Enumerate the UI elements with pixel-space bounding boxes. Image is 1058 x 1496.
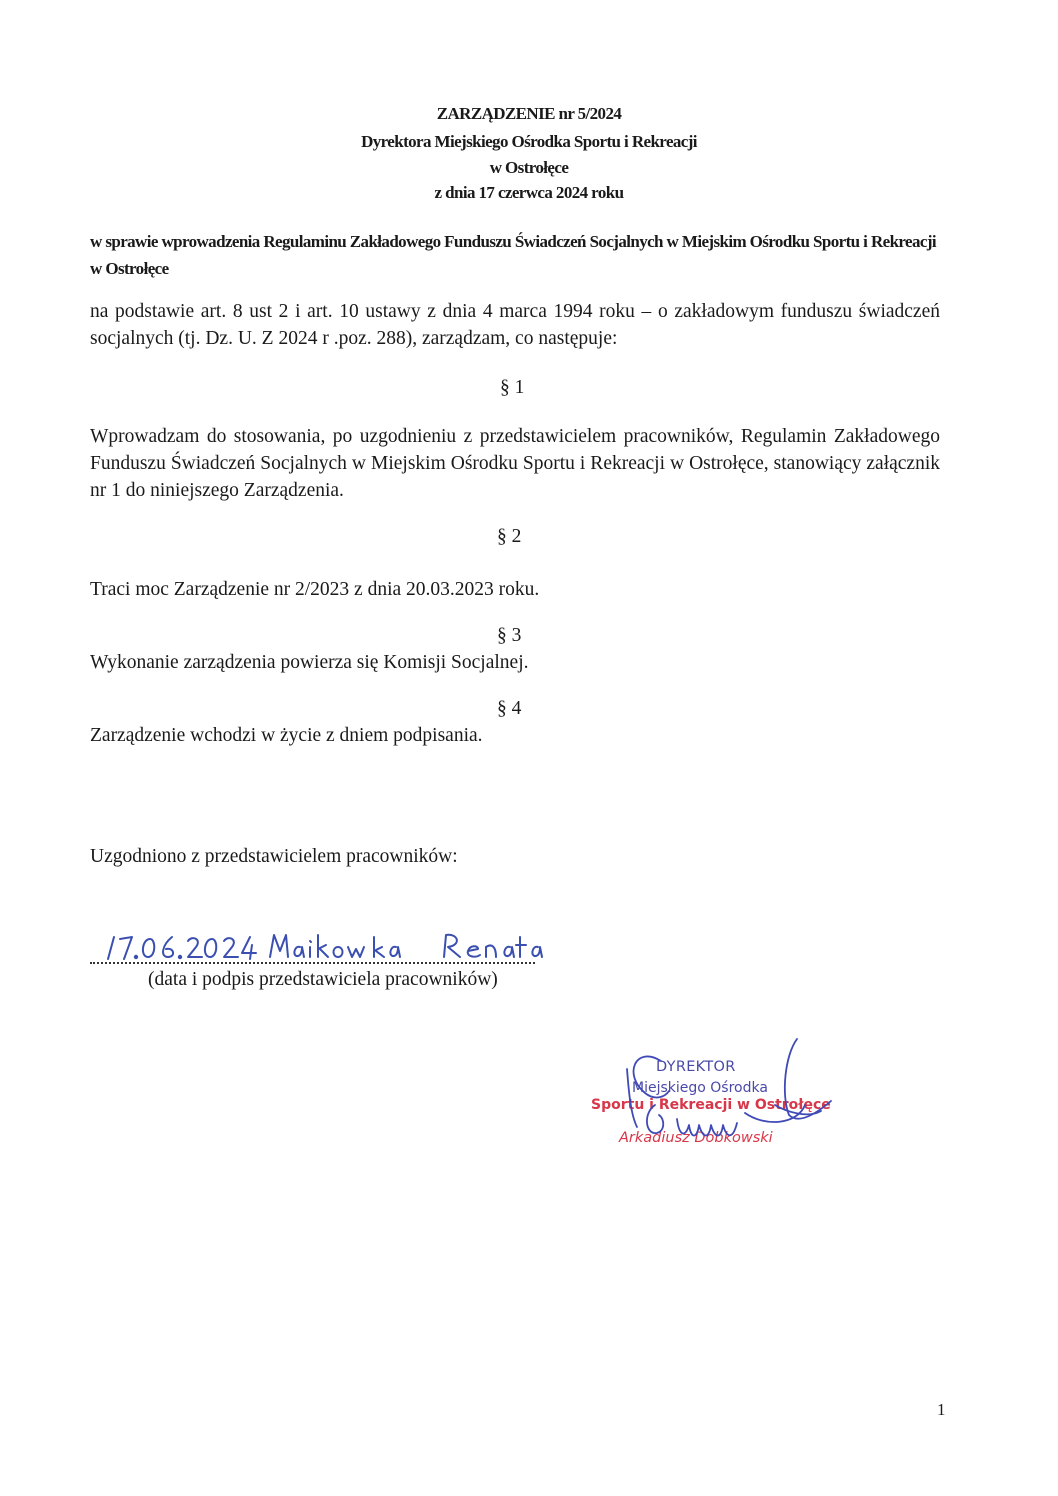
section-mark-4: § 4 [497,698,522,719]
director-signature [585,1035,845,1160]
agreement-label: Uzgodniono z przedstawicielem pracowników: [90,846,458,867]
stamp-institution-line1: Miejskiego Ośrodka [632,1080,768,1096]
section-mark-2: § 2 [497,526,522,547]
section-text-4: Zarządzenie wchodzi w życie z dniem podpisania. [90,725,483,746]
stamp-title: DYREKTOR [656,1059,736,1075]
signature-caption: (data i podpis przedstawiciela pracowników) [148,969,498,990]
section-text-1: Wprowadzam do stosowania, po uzgodnieniu z przedstawicielem pracowników, Regulamin Zakładowego Funduszu Świadczeń Socjalnych w Miejskim Ośrodku Sportu i Rekreacji w Ostrołęce, stanowiący załącznik nr 1 do niniejszego Zarządzenia. [90,426,940,501]
legal-basis-paragraph: na podstawie art. 8 ust 2 i art. 10 ustawy z dnia 4 marca 1994 roku – o zakładowym funduszu świadczeń socjalnych (tj. Dz. U. Z 2024 r .poz. 288), zarządzam, co następuje: [90,301,940,349]
page-number: 1 [937,1400,946,1419]
issuer-line: Dyrektora Miejskiego Ośrodka Sportu i Rekreacji [361,132,697,151]
section-mark-3: § 3 [497,625,522,646]
section-text-3: Wykonanie zarządzenia powierza się Komisji Socjalnej. [90,652,529,673]
stamp-institution-line2: Sportu i Rekreacji w Ostrołęce [591,1097,831,1113]
stamp-director-name: Arkadiusz Dobkowski [619,1130,773,1146]
section-text-2: Traci moc Zarządzenie nr 2/2023 z dnia 20.03.2023 roku. [90,579,540,600]
signature-dotted-line [90,962,535,964]
section-mark-1: § 1 [500,377,525,398]
document-title: ZARZĄDZENIE nr 5/2024 [436,104,622,123]
issuer-location: w Ostrołęce [489,158,569,177]
document-date: z dnia 17 czerwca 2024 roku [434,183,624,202]
document-subject: w sprawie wprowadzenia Regulaminu Zakładowego Funduszu Świadczeń Socjalnych w Miejskim Ośrodku Sportu i Rekreacji w Ostrołęce [90,232,937,278]
handwritten-signature-employee-rep [94,925,544,967]
